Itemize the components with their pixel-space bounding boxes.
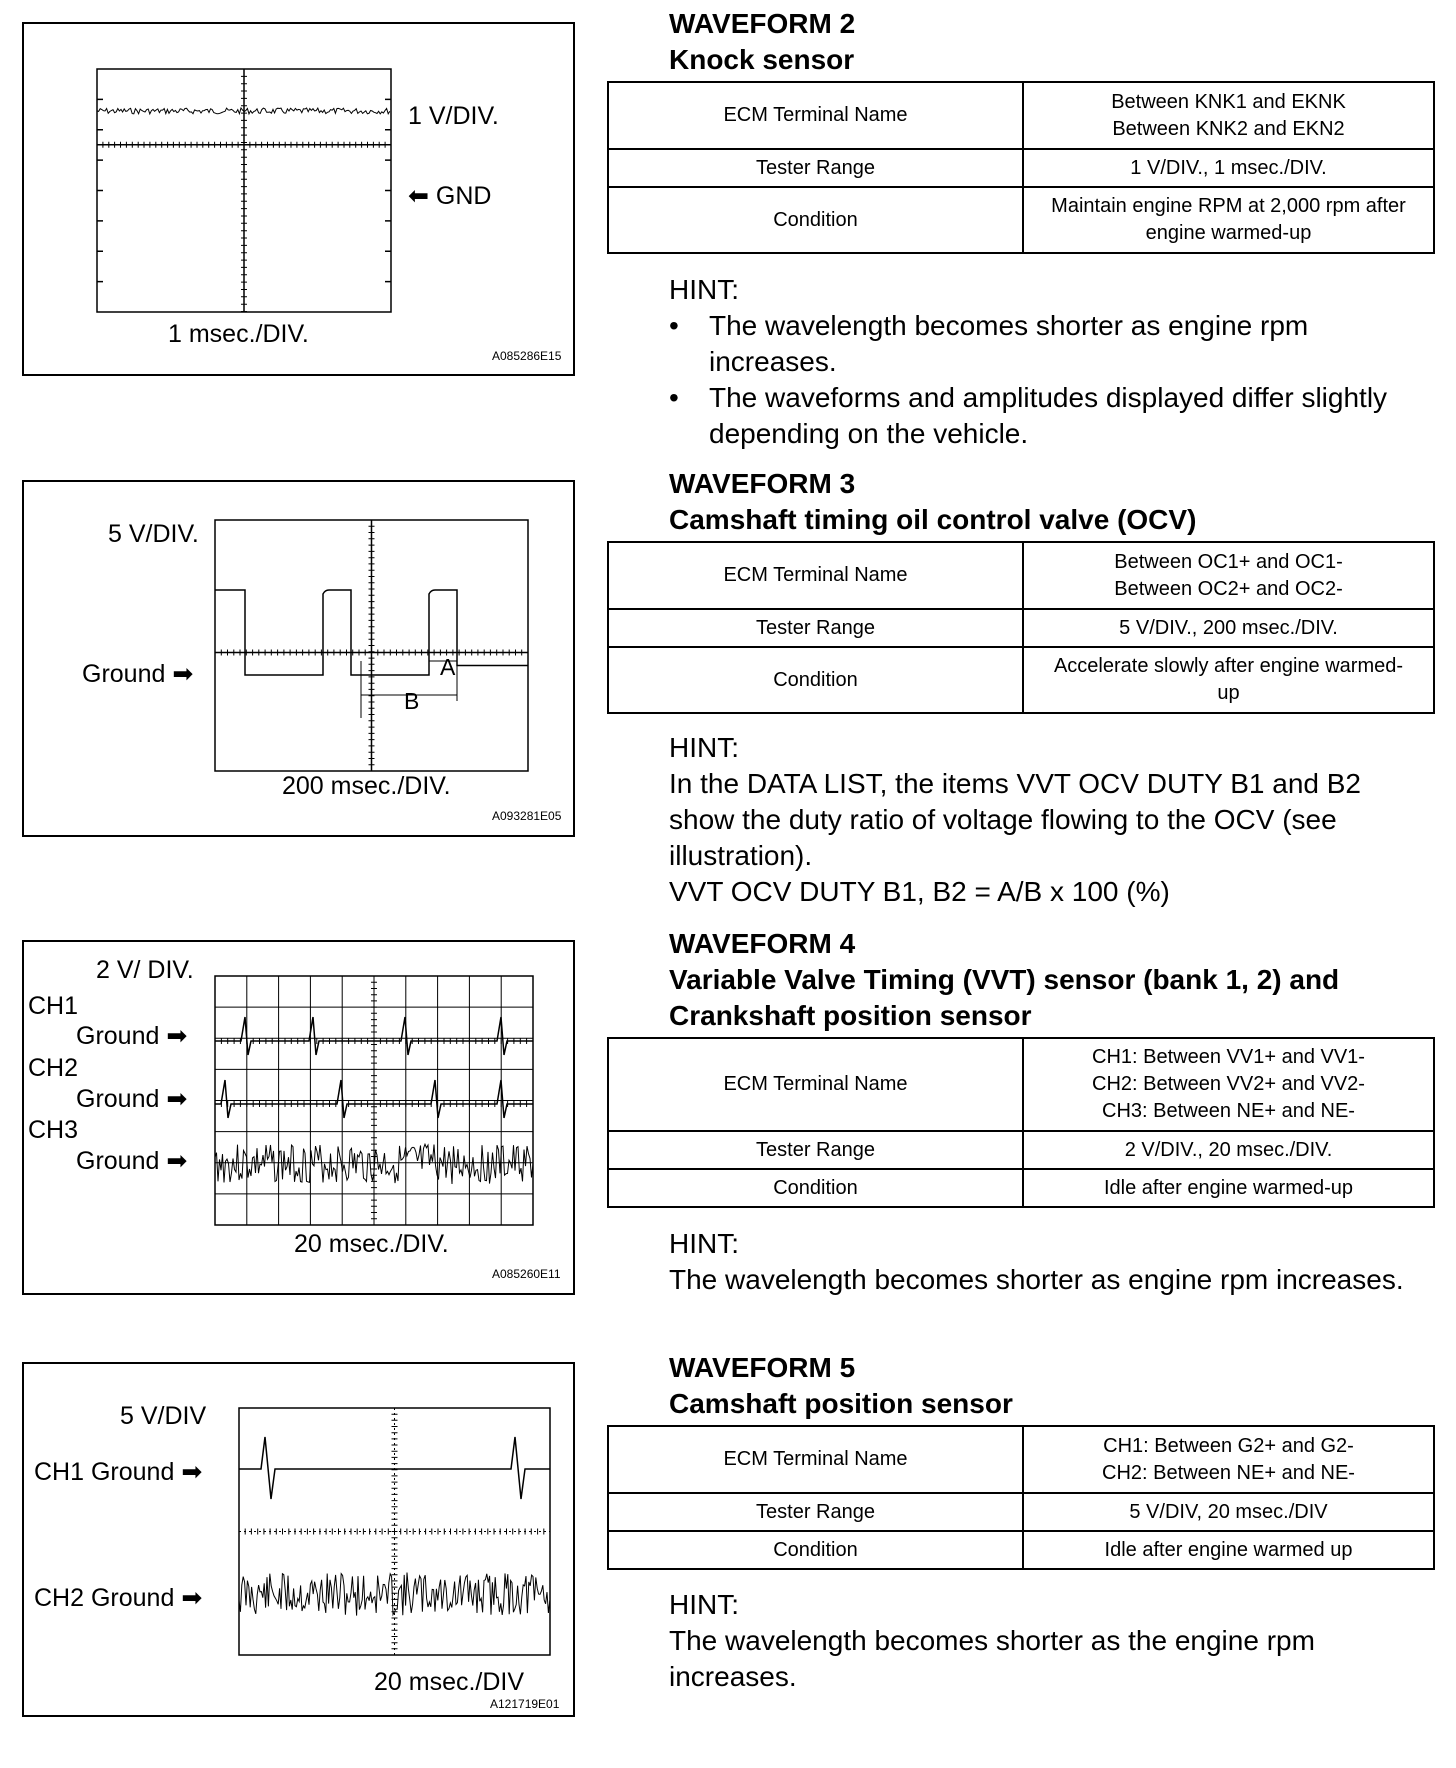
- table-row: [608, 1426, 1434, 1493]
- ground-label: Ground ➡: [82, 660, 194, 688]
- hint-text: In the DATA LIST, the items VVT OCV DUTY B1 and B2 show the duty ratio of voltage flowing to the OCV (see illustration).: [669, 768, 1362, 871]
- arrow-right-icon: ➡: [181, 1458, 203, 1486]
- row-label: ECM Terminal Name: [608, 1426, 1023, 1493]
- ch1-ground-label: Ground ➡: [76, 1022, 188, 1050]
- ch3-label: CH3: [28, 1116, 79, 1144]
- figure-code: A085286E15: [492, 349, 562, 363]
- row-label: Condition: [608, 1531, 1023, 1569]
- waveform-5-scope: [24, 1364, 573, 1715]
- section-subheading-2: Crankshaft position sensor: [669, 1000, 1032, 1031]
- table-row: [608, 1531, 1434, 1569]
- spec-table: [607, 81, 1435, 254]
- table-row: [608, 1169, 1434, 1207]
- arrow-right-icon: ➡: [172, 660, 194, 688]
- table-row: [608, 1131, 1434, 1169]
- section-heading: WAVEFORM 4: [669, 928, 856, 959]
- hint-bullet: • The wavelength becomes shorter as engine rpm increases.: [669, 308, 1429, 380]
- section-heading: WAVEFORM 3: [669, 468, 856, 499]
- row-label: Tester Range: [608, 609, 1023, 647]
- waveform-2-figure: [22, 22, 575, 376]
- waveform-4-figure: [22, 940, 575, 1295]
- arrow-right-icon: ➡: [166, 1147, 188, 1175]
- row-value: Between KNK1 and EKNK Between KNK2 and EKN2: [1023, 82, 1434, 149]
- figure-code: A093281E05: [492, 809, 562, 823]
- row-label: Tester Range: [608, 1131, 1023, 1169]
- table-row: [608, 149, 1434, 187]
- table-row: [608, 542, 1434, 609]
- volts-per-div-label: 5 V/DIV.: [108, 520, 199, 548]
- marker-b-label: B: [404, 688, 420, 714]
- ch2-label: CH2: [28, 1054, 79, 1082]
- row-label: Condition: [608, 647, 1023, 713]
- row-value: Maintain engine RPM at 2,000 rpm after engine warmed-up: [1023, 187, 1434, 253]
- spec-table: [607, 1037, 1435, 1208]
- table-row: [608, 647, 1434, 713]
- row-value: 2 V/DIV., 20 msec./DIV.: [1023, 1131, 1434, 1169]
- figure-code: A085260E11: [492, 1267, 561, 1281]
- row-value: 5 V/DIV, 20 msec./DIV: [1023, 1493, 1434, 1531]
- volts-per-div-label: 5 V/DIV: [120, 1402, 207, 1430]
- hint-title: HINT:: [669, 274, 739, 305]
- hint-block: [669, 1587, 1429, 1695]
- axis-ticks: [369, 520, 375, 771]
- row-value: Idle after engine warmed-up: [1023, 1169, 1434, 1207]
- time-per-div-label: 20 msec./DIV.: [294, 1230, 449, 1258]
- section-heading: WAVEFORM 2: [669, 8, 856, 39]
- figure-code: A121719E01: [490, 1697, 560, 1711]
- table-row: [608, 1038, 1434, 1131]
- hint-text: The wavelength becomes shorter as the engine rpm increases.: [669, 1625, 1315, 1692]
- section-subheading: Camshaft timing oil control valve (OCV): [669, 504, 1197, 535]
- row-value: Accelerate slowly after engine warmed- up: [1023, 647, 1434, 713]
- ch3-ground-label: Ground ➡: [76, 1147, 188, 1175]
- row-value: 5 V/DIV., 200 msec./DIV.: [1023, 609, 1434, 647]
- marker-a-label: A: [440, 654, 456, 680]
- waveform-3-figure: [22, 480, 575, 837]
- volts-per-div-label: 1 V/DIV.: [408, 102, 499, 130]
- time-per-div-label: 200 msec./DIV.: [282, 772, 451, 800]
- row-label: Condition: [608, 187, 1023, 253]
- ch1-ground-label: CH1 Ground ➡: [34, 1458, 203, 1486]
- table-row: [608, 1493, 1434, 1531]
- arrow-right-icon: ➡: [166, 1085, 188, 1113]
- gnd-label: ⬅ GND: [408, 182, 492, 210]
- row-label: Tester Range: [608, 149, 1023, 187]
- duty-formula: VVT OCV DUTY B1, B2 = A/B x 100 (%): [669, 876, 1170, 907]
- arrow-right-icon: ➡: [166, 1022, 188, 1050]
- row-label: ECM Terminal Name: [608, 82, 1023, 149]
- time-per-div-label: 1 msec./DIV.: [168, 320, 309, 348]
- row-label: ECM Terminal Name: [608, 542, 1023, 609]
- row-label: ECM Terminal Name: [608, 1038, 1023, 1131]
- hint-bullet: • The waveforms and amplitudes displayed differ slightly depending on the vehicle.: [669, 380, 1429, 452]
- section-subheading: Camshaft position sensor: [669, 1388, 1013, 1419]
- section-subheading: Variable Valve Timing (VVT) sensor (bank 1, 2) and: [669, 964, 1340, 995]
- section-subheading: Knock sensor: [669, 44, 855, 75]
- volts-per-div-label: 2 V/ DIV.: [96, 956, 194, 984]
- ch2-ground-label: Ground ➡: [76, 1085, 188, 1113]
- section-heading: WAVEFORM 5: [669, 1352, 856, 1383]
- arrow-left-icon: ⬅: [408, 182, 429, 210]
- row-value: 1 V/DIV., 1 msec./DIV.: [1023, 149, 1434, 187]
- hint-block: [669, 272, 1429, 452]
- table-row: [608, 609, 1434, 647]
- arrow-right-icon: ➡: [181, 1584, 203, 1612]
- hint-block: [669, 730, 1429, 910]
- hint-title: HINT:: [669, 1589, 739, 1620]
- row-value: Between OC1+ and OC1- Between OC2+ and OC2-: [1023, 542, 1434, 609]
- row-value: Idle after engine warmed up: [1023, 1531, 1434, 1569]
- axis-ticks: [371, 976, 377, 1225]
- hint-title: HINT:: [669, 732, 739, 763]
- table-row: [608, 82, 1434, 149]
- ch2-ground-label: CH2 Ground ➡: [34, 1584, 203, 1612]
- spec-table: [607, 1425, 1435, 1570]
- row-value: CH1: Between G2+ and G2- CH2: Between NE+ and NE-: [1023, 1426, 1434, 1493]
- row-value: CH1: Between VV1+ and VV1- CH2: Between VV2+ and VV2- CH3: Between NE+ and NE-: [1023, 1038, 1434, 1131]
- row-label: Tester Range: [608, 1493, 1023, 1531]
- table-row: [608, 187, 1434, 253]
- hint-title: HINT:: [669, 1228, 739, 1259]
- ch1-label: CH1: [28, 992, 79, 1020]
- hint-text: The wavelength becomes shorter as engine rpm increases.: [669, 1264, 1404, 1295]
- hint-block: [669, 1226, 1429, 1298]
- waveform-5-figure: [22, 1362, 575, 1717]
- row-label: Condition: [608, 1169, 1023, 1207]
- spec-table: [607, 541, 1435, 714]
- time-per-div-label: 20 msec./DIV: [374, 1668, 525, 1696]
